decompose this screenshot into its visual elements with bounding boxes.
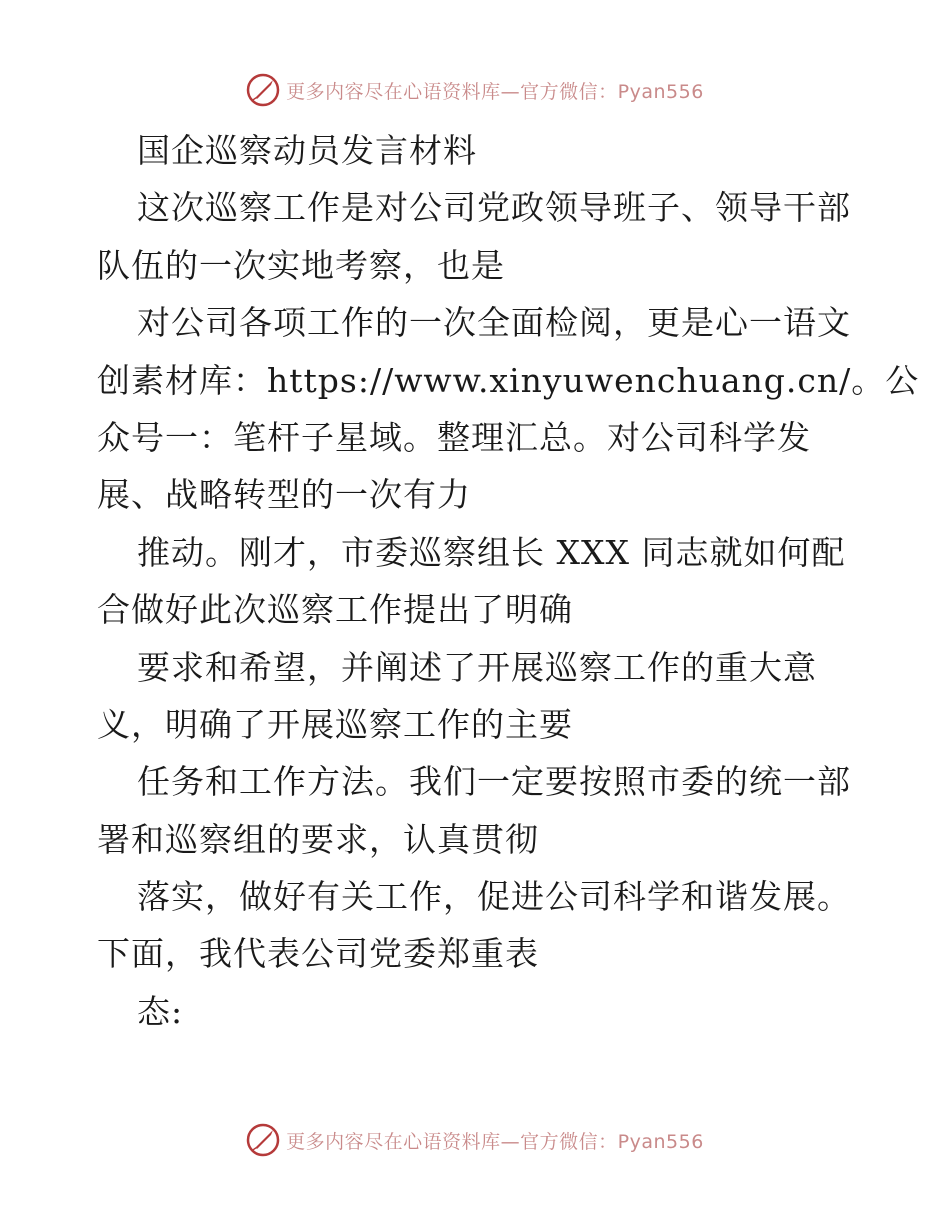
quill-logo-icon [246,73,280,107]
paragraph-line: 要求和希望，并阐述了开展巡察工作的重大意 [137,647,817,687]
document-body [97,122,920,1040]
footer-watermark [0,1120,950,1160]
paragraph-line: 落实，做好有关工作，促进公司科学和谐发展。 [137,877,851,917]
watermark-text: 更多内容尽在心语资料库—官方微信：Pyan556 [286,1130,704,1153]
paragraph-line: 态: [137,991,184,1031]
paragraph-line: 创素材库：https://www.xinyuwenchuang.cn/。公 [97,360,920,400]
paragraph-line: 队伍的一次实地考察，也是 [97,245,505,285]
watermark-text: 更多内容尽在心语资料库—官方微信：Pyan556 [286,80,704,103]
header-watermark [0,70,950,110]
document-title: 国企巡察动员发言材料 [137,131,477,170]
paragraph-line: 对公司各项工作的一次全面检阅，更是心一语文 [137,303,851,343]
quill-logo-icon [246,1123,280,1157]
paragraph-line: 合做好此次巡察工作提出了明确 [97,590,573,630]
paragraph-line: 义，明确了开展巡察工作的主要 [97,704,573,744]
paragraph-line: 展、战略转型的一次有力 [97,475,471,515]
paragraph-line: 署和巡察组的要求，认真贯彻 [97,819,539,859]
paragraph-line: 任务和工作方法。我们一定要按照市委的统一部 [137,762,851,802]
paragraph-line: 推动。刚才，市委巡察组长 XXX 同志就如何配 [137,532,846,572]
paragraph-line: 众号一：笔杆子星域。整理汇总。对公司科学发 [97,417,811,457]
paragraph-line: 这次巡察工作是对公司党政领导班子、领导干部 [137,188,851,228]
paragraph-line: 下面，我代表公司党委郑重表 [97,934,539,974]
